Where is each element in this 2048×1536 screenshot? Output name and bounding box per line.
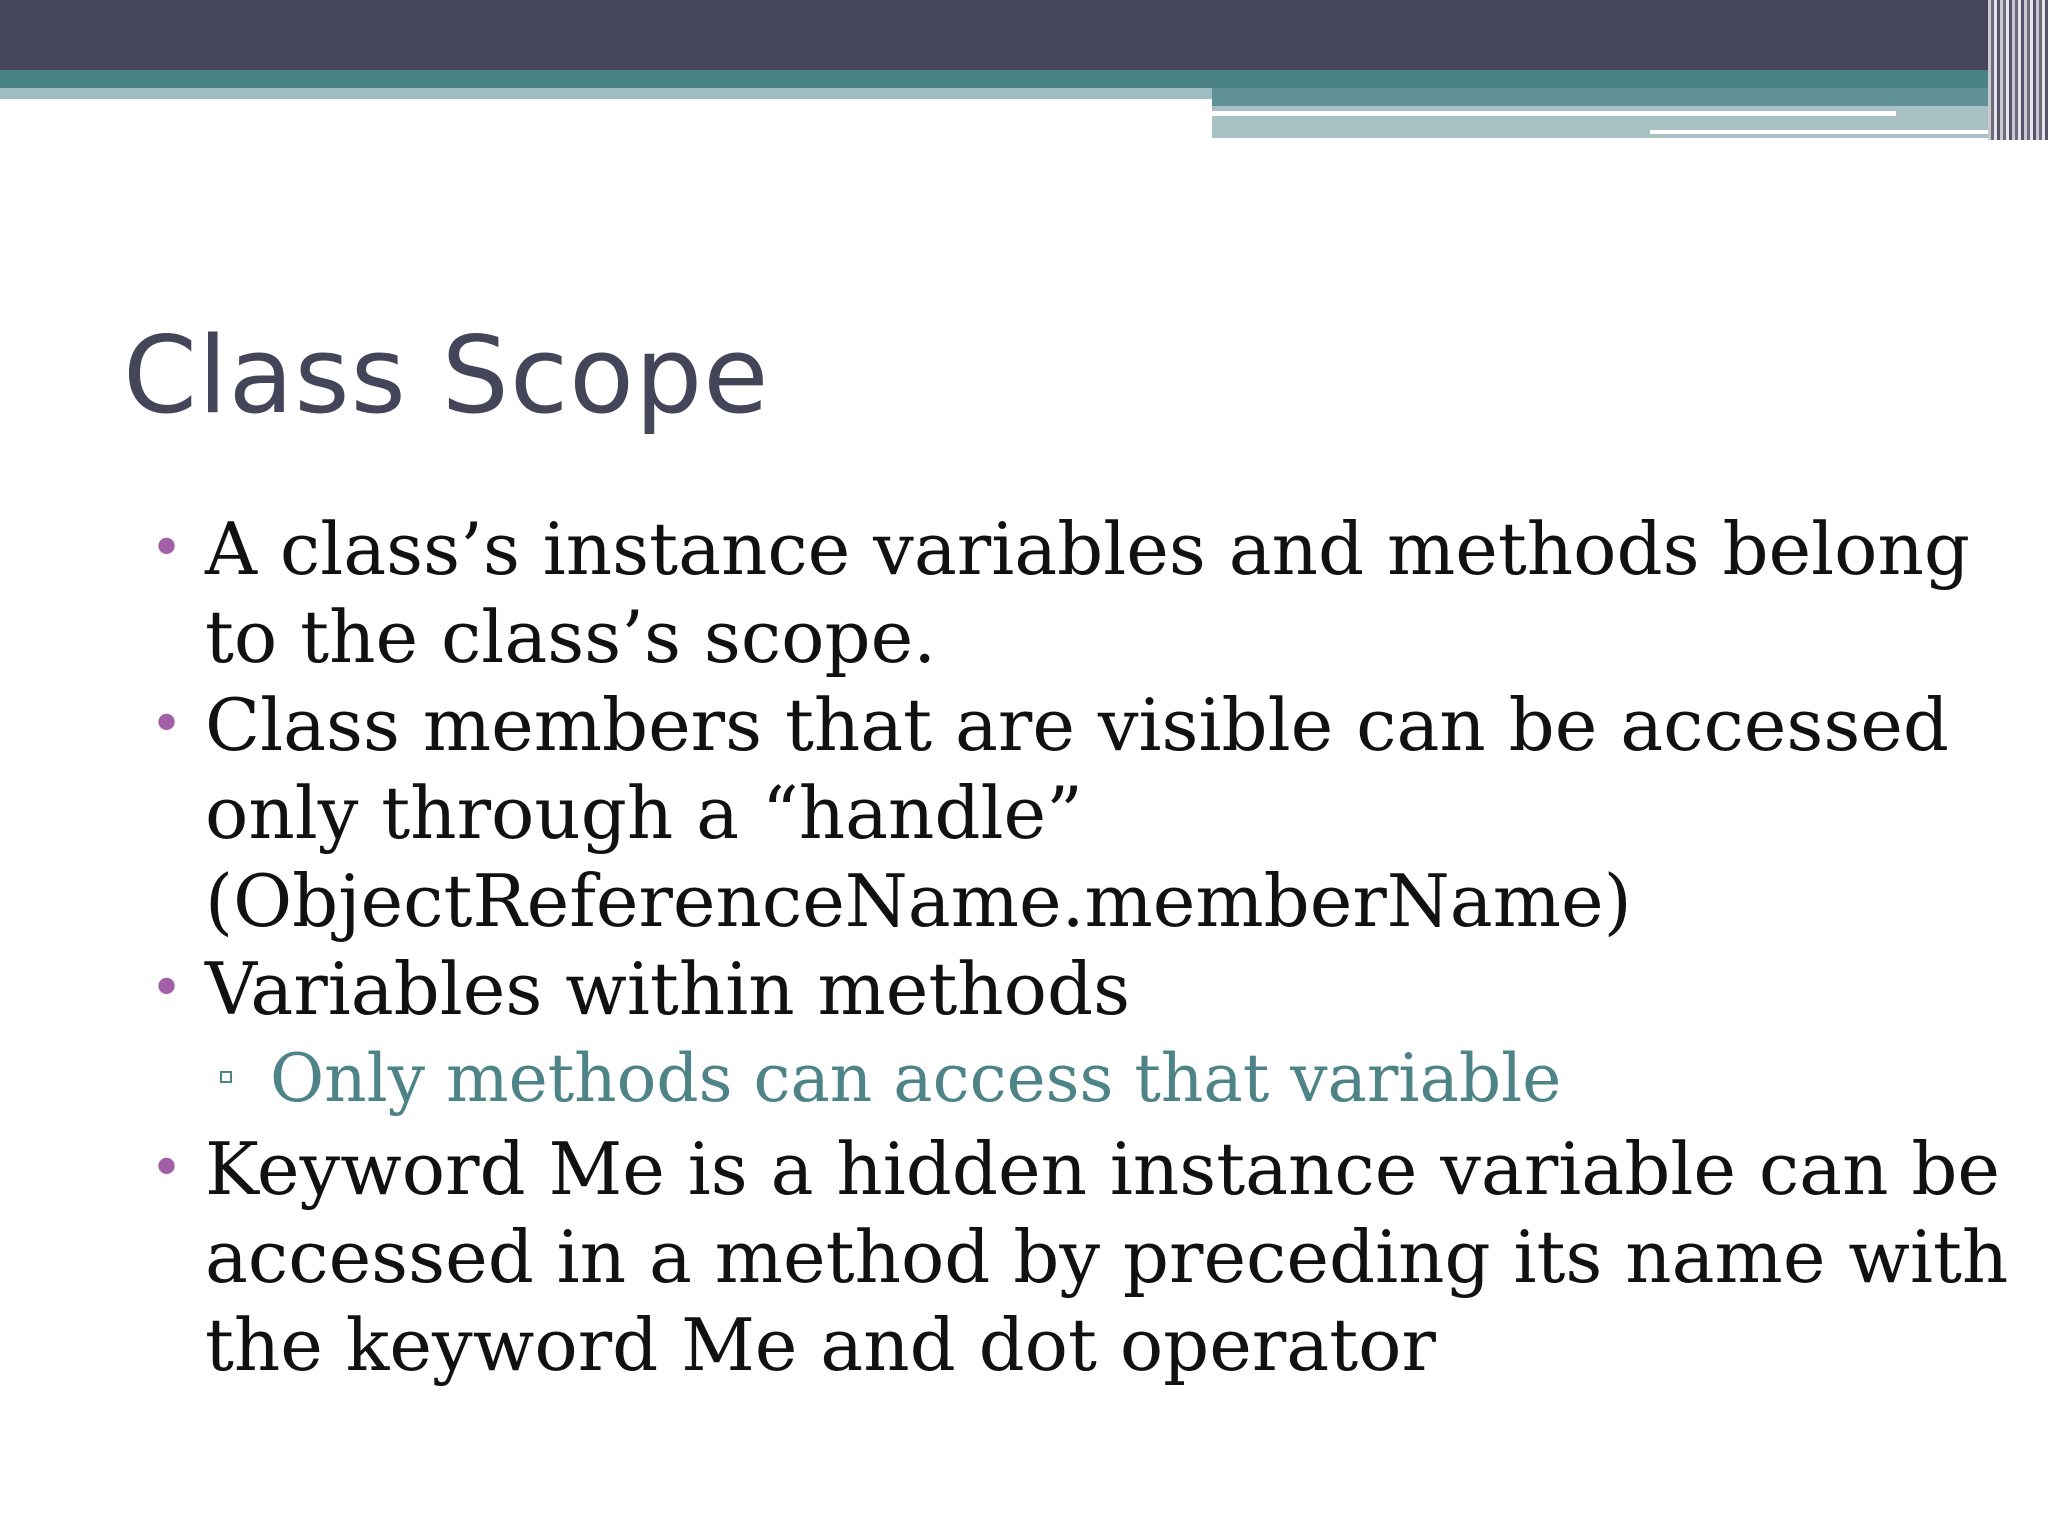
header-band-dark [0,0,2048,70]
bullet-item [140,945,1940,1033]
bullet-item [140,1125,2009,1389]
bullet-text-line: only through a “handle” [205,771,1083,855]
bullet-text-line: Keyword Me is a hidden instance variable can be [205,1127,2001,1211]
bullet-text-line: (ObjectReferenceName.memberName) [205,859,1632,943]
bullet-marker: • [150,692,184,757]
bullet-text-line: Class members that are visible can be accessed [205,683,1949,767]
header-stripes-decoration [1988,0,2048,140]
bullet-text-line: Variables within methods [205,947,1131,1031]
bullet-text-line: to the class’s scope. [205,595,937,679]
bullet-marker: • [150,956,184,1021]
bullet-marker: • [150,1136,184,1201]
bullet-text-line: A class’s instance variables and methods belong [205,507,1970,591]
bullet-item [140,505,1970,681]
sub-bullet-item [140,1033,1940,1125]
header-band-teal [0,70,2048,88]
header-band-light-right [1212,88,2048,106]
header-divider-line [1212,111,1896,116]
sub-bullet-marker [220,1071,232,1083]
bullet-marker: • [150,516,184,581]
bullet-text-line: the keyword Me and dot operator [205,1303,1436,1387]
slide-content [140,505,2009,1389]
bullet-text-line: accessed in a method by preceding its name with [205,1215,2009,1299]
sub-bullet-text: Only methods can access that variable [270,1040,1562,1117]
header-band-light-left [0,88,1212,99]
slide-title: Class Scope [123,314,770,437]
bullet-item [140,681,1949,945]
